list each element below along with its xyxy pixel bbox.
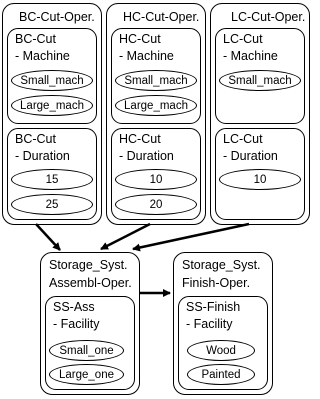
storage-finish-oper-box: [173, 252, 273, 395]
lc-cut-duration-attr: - Duration: [223, 149, 278, 163]
lc-cut-duration-box: [215, 128, 305, 220]
bc-cut-machine-box: [7, 28, 97, 124]
hc-cut-oper-box: [106, 3, 206, 225]
ss-ass-facility-box: [45, 296, 135, 390]
bc-cut-oper-box: [2, 3, 102, 225]
storage-finish-title-line1: Storage_Syst.: [182, 258, 261, 272]
storage-assembl-title-line1: Storage_Syst.: [49, 258, 128, 272]
hc-cut-machine-value: Large_mach: [115, 95, 197, 116]
lc-cut-machine-value: Small_mach: [219, 70, 301, 91]
ss-finish-facility-value: Wood: [187, 340, 255, 361]
hc-cut-machine-value: Small_mach: [115, 70, 197, 91]
storage-assembl-oper-box: [40, 252, 140, 395]
arrow-lc-to-storage-assembl: [133, 224, 249, 249]
ss-finish-facility-box: [178, 296, 268, 390]
bc-cut-duration-attr: - Duration: [15, 149, 70, 163]
lc-cut-machine-box: [215, 28, 305, 124]
lc-cut-duration-value: 10: [219, 169, 301, 190]
arrow-hc-to-storage-assembl: [101, 224, 150, 249]
storage-assembl-title-line2: Assembl-Oper.: [49, 276, 132, 290]
bc-cut-machine-value: Large_mach: [11, 95, 93, 116]
hc-cut-duration-value: 10: [115, 169, 197, 190]
ss-ass-facility-value: Large_one: [49, 364, 124, 385]
arrow-bc-to-storage-assembl: [36, 224, 60, 250]
bc-cut-duration-name: BC-Cut: [15, 132, 56, 146]
lc-cut-oper-title: LC-Cut-Oper.: [231, 10, 306, 24]
ss-finish-facility-name: SS-Finish: [186, 300, 241, 314]
hc-cut-machine-attr: - Machine: [119, 49, 174, 63]
hc-cut-duration-value: 20: [115, 194, 197, 215]
lc-cut-duration-name: LC-Cut: [223, 132, 263, 146]
lc-cut-machine-name: LC-Cut: [223, 32, 263, 46]
ss-ass-facility-value: Small_one: [49, 340, 124, 361]
bc-cut-oper-title: BC-Cut-Oper.: [19, 10, 95, 24]
lc-cut-machine-attr: - Machine: [223, 49, 278, 63]
bc-cut-machine-value: Small_mach: [11, 70, 93, 91]
hc-cut-oper-title: HC-Cut-Oper.: [123, 10, 200, 24]
hc-cut-duration-name: HC-Cut: [119, 132, 161, 146]
storage-finish-title-line2: Finish-Oper.: [182, 276, 251, 290]
ss-finish-facility-attr: - Facility: [186, 317, 233, 331]
hc-cut-duration-box: [111, 128, 201, 220]
hc-cut-machine-box: [111, 28, 201, 124]
bc-cut-duration-value: 15: [11, 169, 93, 190]
ss-ass-facility-attr: - Facility: [53, 317, 100, 331]
hc-cut-machine-name: HC-Cut: [119, 32, 161, 46]
bc-cut-machine-attr: - Machine: [15, 49, 70, 63]
bc-cut-duration-value: 25: [11, 194, 93, 215]
ss-finish-facility-value: Painted: [187, 364, 255, 385]
hc-cut-duration-attr: - Duration: [119, 149, 174, 163]
bc-cut-machine-name: BC-Cut: [15, 32, 56, 46]
ss-ass-facility-name: SS-Ass: [53, 300, 95, 314]
lc-cut-oper-box: [210, 3, 310, 225]
bc-cut-duration-box: [7, 128, 97, 220]
